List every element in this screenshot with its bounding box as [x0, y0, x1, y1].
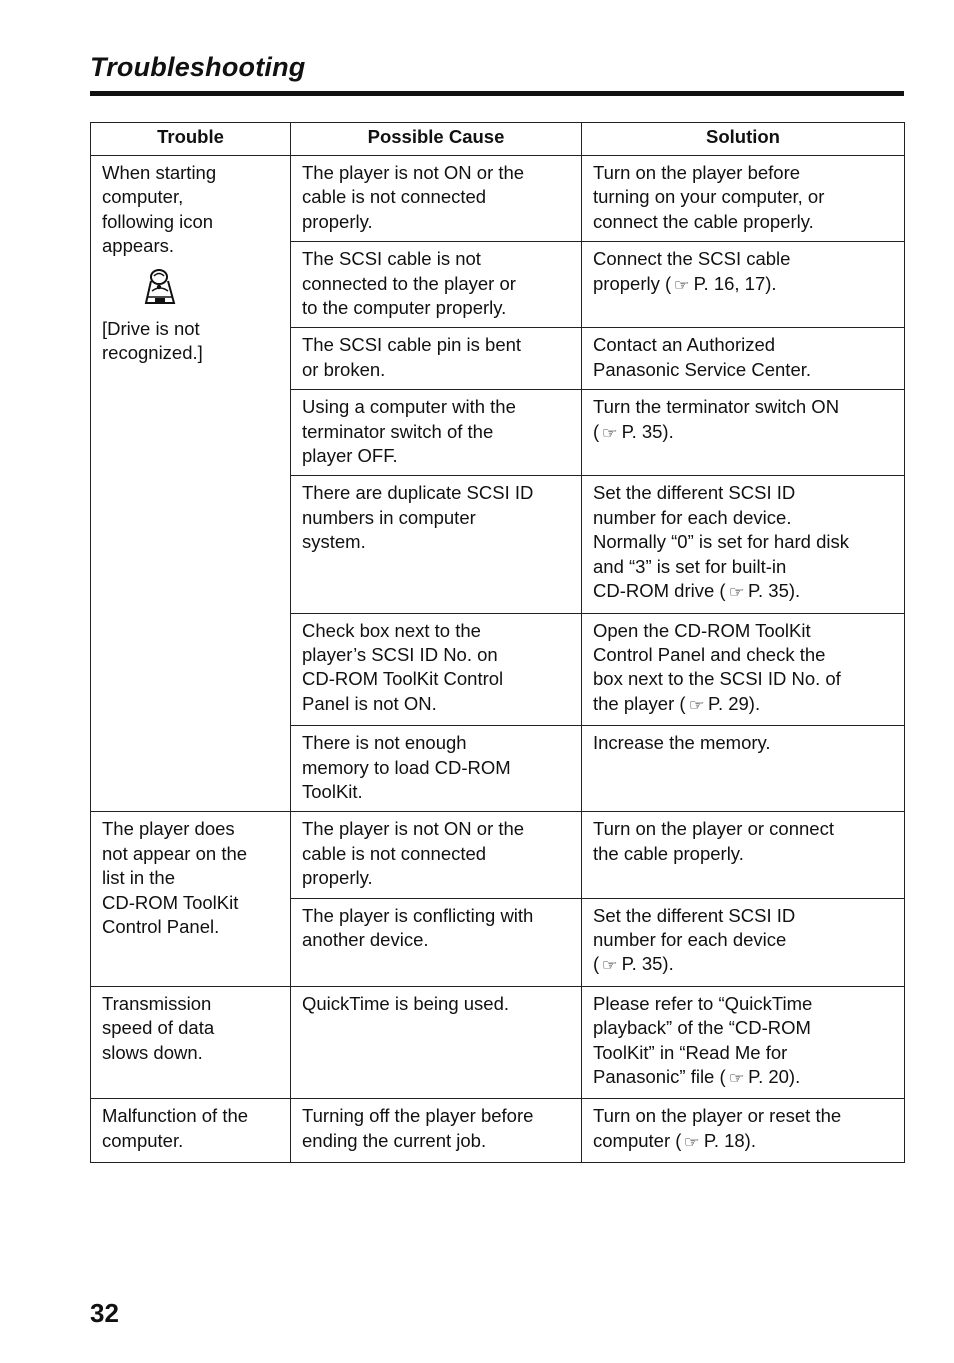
page-reference-icon: ☞: [728, 1070, 744, 1087]
solution-text: Open the CD-ROM ToolKit Control Panel and check the box next to the SCSI ID No. of the player (: [593, 619, 841, 714]
troubleshooting-table: [90, 122, 905, 1163]
trouble-text: following icon: [102, 210, 214, 232]
solution-text: Set the different SCSI ID number for each device. Normally “0” is set for hard disk and “3” is set for built-in CD-ROM drive (: [593, 482, 849, 602]
solution-cell: [582, 613, 905, 726]
page-reference-icon: ☞: [601, 424, 617, 442]
cause-cell: The player is conflicting with another device.: [291, 898, 582, 986]
solution-cell: Turn on the player before turning on your computer, or connect the cable properly.: [582, 156, 905, 242]
trouble-note: [Drive is not: [102, 317, 200, 339]
trouble-cell: [91, 156, 291, 812]
trouble-text: computer,: [102, 186, 184, 208]
cause-cell: The player is not ON or the cable is not connected properly.: [291, 812, 582, 898]
solution-cell: [582, 476, 905, 613]
solution-text: Turn the terminator switch ON (: [593, 396, 840, 442]
solution-cell: [582, 1099, 905, 1163]
cause-cell: Check box next to the player’s SCSI ID No. on CD-ROM ToolKit Control Panel is not ON.: [291, 613, 582, 726]
solution-text: Turn on the player or reset the computer (: [593, 1105, 842, 1151]
solution-text: P. 35).: [621, 420, 674, 442]
page-number: 32: [90, 1298, 119, 1328]
trouble-note: recognized.]: [102, 342, 203, 364]
header-possible-cause: Possible Cause: [291, 123, 582, 156]
page-reference-icon: ☞: [673, 276, 689, 294]
page-reference-icon: ☞: [684, 1133, 700, 1151]
table-row: [91, 1099, 905, 1163]
cause-cell: The player is not ON or the cable is not connected properly.: [291, 156, 582, 242]
unrecognized-cd-icon: [142, 267, 178, 305]
cause-cell: There is not enough memory to load CD-ROM ToolKit.: [291, 726, 582, 812]
table-row: [91, 156, 905, 242]
solution-text: Connect the SCSI cable properly (: [593, 248, 791, 294]
solution-text: P. 18).: [703, 1129, 756, 1151]
trouble-text: When starting: [102, 162, 217, 183]
solution-cell: Increase the memory.: [582, 726, 905, 812]
solution-text: Set the different SCSI ID number for each device (: [593, 904, 796, 975]
solution-cell: [582, 390, 905, 476]
title-rule: [90, 91, 904, 96]
solution-cell: [582, 986, 905, 1099]
cause-cell: The SCSI cable is not connected to the player or to the computer properly.: [291, 242, 582, 328]
solution-cell: [582, 242, 905, 328]
cause-cell: Using a computer with the terminator switch of the player OFF.: [291, 390, 582, 476]
solution-cell: Turn on the player or connect the cable properly.: [582, 812, 905, 898]
solution-text: P. 20).: [748, 1066, 801, 1087]
header-trouble: Trouble: [91, 123, 291, 156]
cause-cell: The SCSI cable pin is bent or broken.: [291, 328, 582, 390]
solution-text: P. 29).: [708, 692, 761, 714]
solution-text: Please refer to “QuickTime playback” of the “CD-ROM ToolKit” in “Read Me for Panasonic” file (: [593, 992, 813, 1087]
page-title: Troubleshooting: [90, 52, 306, 82]
cause-cell: QuickTime is being used.: [291, 986, 582, 1099]
cause-cell: There are duplicate SCSI ID numbers in computer system.: [291, 476, 582, 613]
header-solution: Solution: [582, 123, 905, 156]
solution-text: P. 35).: [748, 580, 801, 602]
cause-cell: Turning off the player before ending the current job.: [291, 1099, 582, 1163]
page-reference-icon: ☞: [601, 957, 617, 975]
trouble-text: appears.: [102, 235, 174, 257]
solution-text: P. 35).: [621, 953, 674, 975]
header-row: [91, 123, 905, 156]
solution-cell: [582, 898, 905, 986]
page-reference-icon: ☞: [688, 696, 704, 714]
page-reference-icon: ☞: [728, 584, 744, 602]
trouble-cell: Malfunction of the computer.: [91, 1099, 291, 1163]
solution-cell: Contact an Authorized Panasonic Service Center.: [582, 328, 905, 390]
table-row: [91, 812, 905, 898]
table-row: [91, 986, 905, 1099]
trouble-cell: Transmission speed of data slows down.: [91, 986, 291, 1099]
trouble-cell: The player does not appear on the list in the CD-ROM ToolKit Control Panel.: [91, 812, 291, 986]
solution-text: P. 16, 17).: [693, 272, 777, 294]
